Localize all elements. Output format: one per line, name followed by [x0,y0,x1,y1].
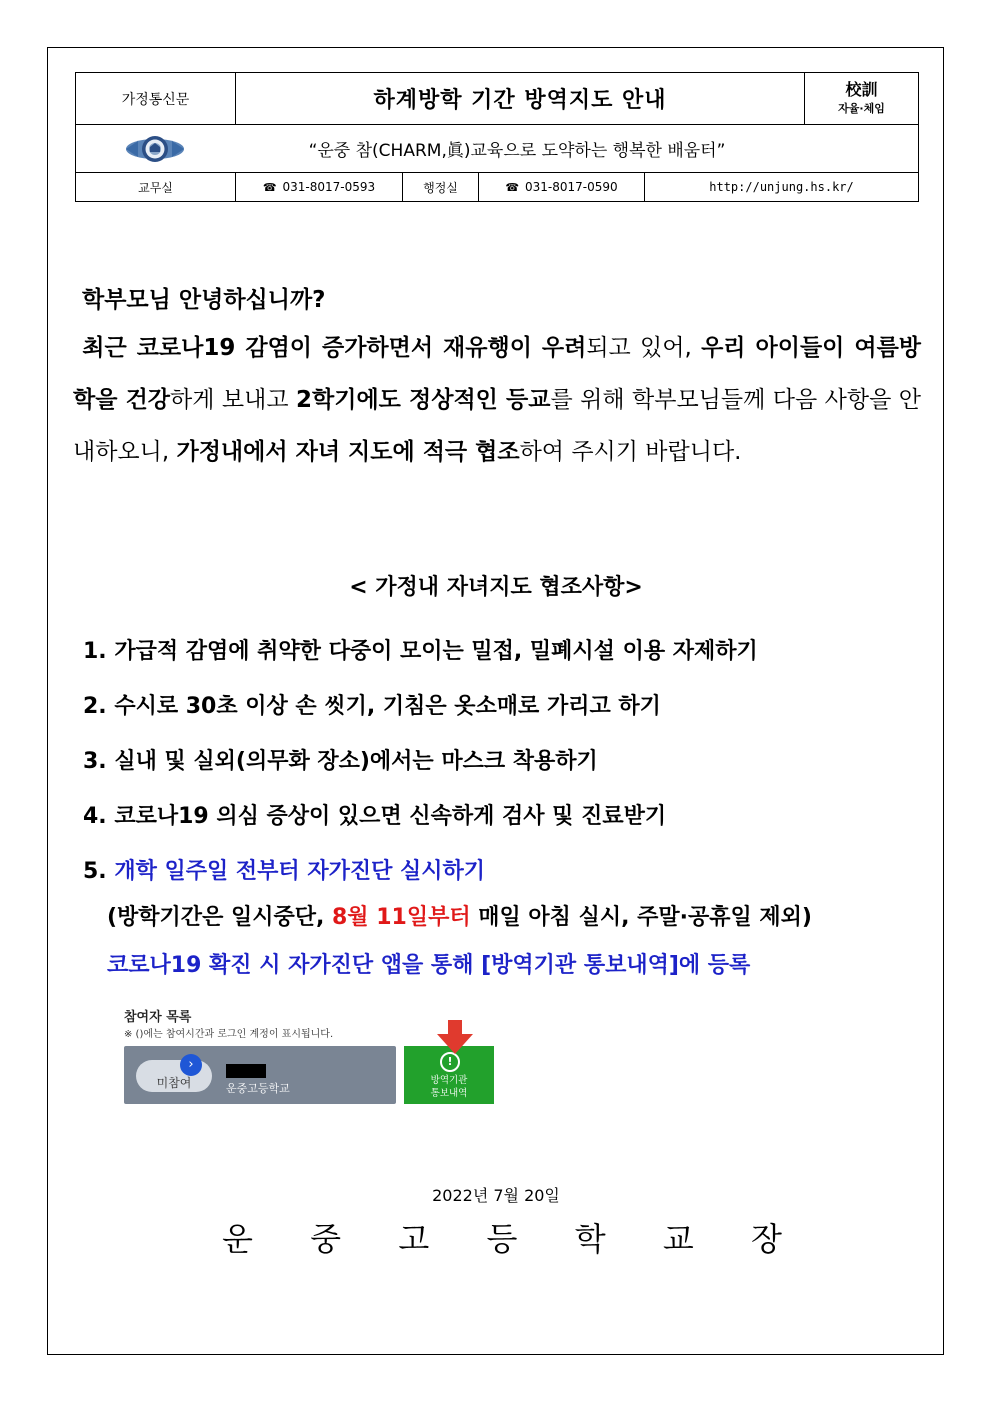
item5-number: 5. [83,859,115,884]
office2-contact [479,173,645,202]
item5-text: 개학 일주일 전부터 자가진단 실시하기 [114,859,485,884]
intro-seg: 가정내에서 자녀 지도에 적극 협조 [176,439,520,465]
intro-seg: 를 위해 학부모님들께 다음 사항을 안내하오니, [73,387,921,465]
intro-seg: 우리 아이들이 여름방학을 건강 [73,335,922,413]
motto-title: 校訓 [845,79,878,99]
office1-contact [236,173,403,202]
phone-icon: ☎ [262,181,277,194]
list-item: 1. 가급적 감염에 취약한 다중이 모이는 밀접, 밀폐시설 이용 자제하기 [83,639,758,664]
intro-seg: 2학기에도 정상적인 등교 [296,387,551,413]
note-text: 매일 아침 실시, 주말·공휴일 제외) [470,905,812,930]
school-website[interactable]: http://unjung.hs.kr/ [645,173,919,202]
guideline-list [83,628,943,903]
office1-phone: 031-8017-0593 [282,180,376,194]
signature-char: 중 [310,1220,342,1258]
signature-char: 등 [486,1220,518,1258]
report-button-label [404,1074,494,1100]
intro-seg: 하게 보내고 [170,387,296,413]
phone-icon: ☎ [505,181,520,194]
item5-note [107,900,812,931]
signature-char: 운 [222,1220,253,1258]
school-name: 운중고등학교 [226,1082,290,1095]
note-text: (방학기간은 일시중단, [107,905,332,930]
redacted-name [226,1064,266,1078]
intro-seg: 하여 주시기 바랍니다. [519,439,742,465]
list-item-5 [83,848,943,903]
app-screenshot [122,1006,502,1106]
school-emblem-icon [124,133,186,165]
intro-seg: 최근 코로나19 감염이 증가하면서 재유행이 우려 [82,335,587,361]
intro-seg: 되고 있어, [586,335,702,361]
doc-type-label: 가정통신문 [76,73,236,125]
office2-phone: 031-8017-0590 [525,180,618,194]
school-motto [805,73,919,125]
report-label-line: 통보내역 [430,1088,468,1099]
letterhead-table [75,72,919,202]
participant-list-note: ※ ()에는 참여시간과 로그인 계정이 표시됩니다. [124,1029,334,1040]
motto-values: 자율·체임 [838,101,885,115]
section-title: < 가정내 자녀지도 협조사항> [349,575,643,600]
signature-char: 고 [398,1220,430,1258]
principal-signature [222,1214,782,1260]
intro-paragraph [73,322,921,478]
participant-list-title: 참여자 목록 [124,1010,192,1025]
greeting: 학부모님 안녕하십니까? [82,287,326,313]
signature-char: 학 [574,1220,606,1258]
office2-label: 행정실 [403,173,479,202]
start-date-highlight: 8월 11일부터 [332,905,471,930]
slogan-row [76,125,919,173]
item5-confirmed-note: 코로나19 확진 시 자가진단 앱을 통해 [방역기관 통보내역]에 등록 [107,953,751,978]
arrow-down-icon [435,1020,475,1056]
participant-row [124,1046,396,1104]
list-item: 2. 수시로 30초 이상 손 씻기, 기침은 옷소매로 가리고 하기 [83,694,661,719]
arrow-right-icon: › [180,1054,202,1076]
report-label-line: 방역기관 [430,1075,468,1086]
school-slogan: “운중 참(CHARM,眞)교육으로 도약하는 행복한 배움터” [308,141,726,161]
signature-char: 장 [751,1220,782,1258]
alert-icon: ! [440,1052,460,1072]
status-label: 미참여 [156,1076,192,1090]
issue-date: 2022년 7월 20일 [432,1186,560,1205]
list-item: 3. 실내 및 실외(의무화 장소)에서는 마스크 착용하기 [83,749,598,774]
signature-char: 교 [662,1220,694,1258]
status-pill [136,1057,212,1092]
office1-label: 교무실 [76,173,236,202]
document-title: 하계방학 기간 방역지도 안내 [236,73,805,125]
list-item: 4. 코로나19 의심 증상이 있으면 신속하게 검사 및 진료받기 [83,804,667,829]
